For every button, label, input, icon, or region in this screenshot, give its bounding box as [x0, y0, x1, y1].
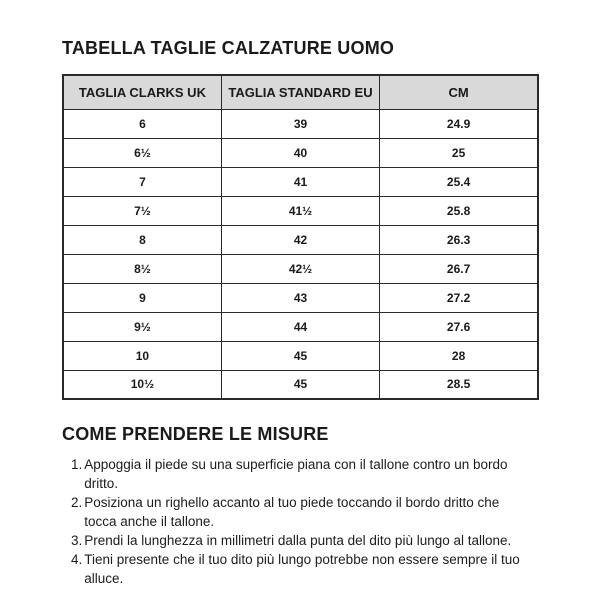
table-row: [63, 196, 538, 225]
cell-cm: 28.5: [380, 370, 538, 399]
cell-cm: 27.6: [380, 312, 538, 341]
cell-eu: 42: [221, 225, 379, 254]
cell-eu: 39: [221, 109, 379, 138]
header-cell-cm: CM: [380, 75, 538, 109]
step-number: 4.: [71, 552, 83, 567]
cell-uk: 8: [63, 225, 221, 254]
header-cell-eu: TAGLIA STANDARD EU: [221, 75, 379, 109]
cell-cm: 25.4: [380, 167, 538, 196]
cell-uk: 9: [63, 283, 221, 312]
cell-eu: 40: [221, 138, 379, 167]
size-table-header: [63, 75, 538, 109]
table-row: [63, 109, 538, 138]
table-row: [63, 138, 538, 167]
list-item: [71, 531, 532, 550]
cell-cm: 26.3: [380, 225, 538, 254]
table-row: [63, 341, 538, 370]
cell-cm: 26.7: [380, 254, 538, 283]
step-number: 1.: [71, 457, 83, 472]
table-row: [63, 370, 538, 399]
cell-eu: 41½: [221, 196, 379, 225]
cell-uk: 6½: [63, 138, 221, 167]
table-row: [63, 312, 538, 341]
cell-cm: 28: [380, 341, 538, 370]
cell-eu: 45: [221, 341, 379, 370]
cell-cm: 24.9: [380, 109, 538, 138]
cell-uk: 6: [63, 109, 221, 138]
step-number: 3.: [71, 533, 83, 548]
list-item: [71, 455, 532, 493]
cell-uk: 9½: [63, 312, 221, 341]
step-text: Posiziona un righello accanto al tuo piede toccando il bordo dritto che tocca anche il tallone.: [84, 495, 500, 529]
measure-heading: COME PRENDERE LE MISURE: [62, 424, 329, 444]
measure-steps: [62, 455, 532, 588]
cell-uk: 8½: [63, 254, 221, 283]
size-table-body: [63, 109, 538, 399]
step-text: Appoggia il piede su una superficie piana con il tallone contro un bordo dritto.: [84, 457, 508, 491]
cell-uk: 7: [63, 167, 221, 196]
page-title: TABELLA TAGLIE CALZATURE UOMO: [62, 38, 395, 58]
table-row: [63, 225, 538, 254]
step-number: 2.: [71, 495, 83, 510]
header-cell-uk: TAGLIA CLARKS UK: [63, 75, 221, 109]
cell-cm: 25: [380, 138, 538, 167]
cell-eu: 41: [221, 167, 379, 196]
step-text: Tieni presente che il tuo dito più lungo potrebbe non essere sempre il tuo alluce.: [84, 552, 520, 586]
cell-uk: 7½: [63, 196, 221, 225]
cell-uk: 10½: [63, 370, 221, 399]
cell-eu: 45: [221, 370, 379, 399]
cell-uk: 10: [63, 341, 221, 370]
table-row: [63, 283, 538, 312]
size-table: [62, 74, 539, 400]
header-row: [63, 75, 538, 109]
list-item: [71, 493, 532, 531]
cell-eu: 43: [221, 283, 379, 312]
step-text: Prendi la lunghezza in millimetri dalla punta del dito più lungo al tallone.: [84, 533, 512, 548]
content-area: [62, 38, 539, 588]
table-row: [63, 167, 538, 196]
list-item: [71, 550, 532, 588]
cell-eu: 42½: [221, 254, 379, 283]
cell-cm: 25.8: [380, 196, 538, 225]
cell-cm: 27.2: [380, 283, 538, 312]
cell-eu: 44: [221, 312, 379, 341]
table-row: [63, 254, 538, 283]
